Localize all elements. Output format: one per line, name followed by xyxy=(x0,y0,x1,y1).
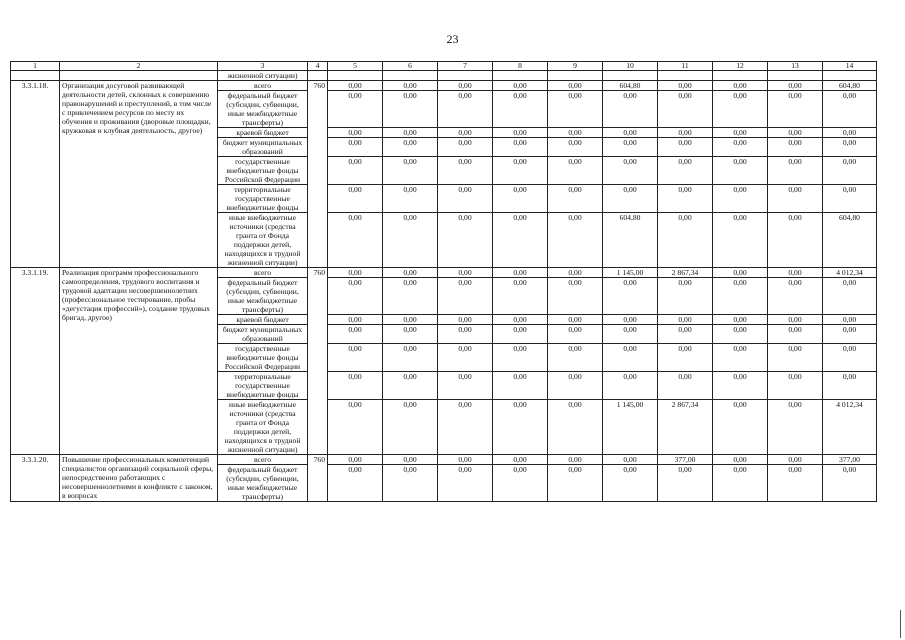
value-cell: 0,00 xyxy=(768,213,823,268)
value-cell: 0,00 xyxy=(493,185,548,213)
value-cell: 0,00 xyxy=(438,315,493,325)
value-cell: 0,00 xyxy=(658,344,713,372)
value-cell: 0,00 xyxy=(713,455,768,465)
value-cell: 0,00 xyxy=(438,325,493,344)
value-cell: 0,00 xyxy=(548,128,603,138)
funding-source: всего xyxy=(218,455,308,465)
value-cell: 0,00 xyxy=(768,278,823,315)
funding-source: бюджет муниципальных образований xyxy=(218,138,308,157)
value-cell: 0,00 xyxy=(383,325,438,344)
header-cell: 6 xyxy=(383,62,438,71)
value-cell: 0,00 xyxy=(548,81,603,91)
value-cell: 0,00 xyxy=(328,268,383,278)
value-cell: 0,00 xyxy=(328,278,383,315)
value-cell: 0,00 xyxy=(603,465,658,502)
value-cell: 0,00 xyxy=(603,91,658,128)
funding-source: государственные внебюджетные фонды Российской Федерации xyxy=(218,157,308,185)
value-cell: 604,80 xyxy=(823,81,877,91)
funding-source: иные внебюджетные источники (средства гранта от Фонда поддержки детей, находящихся в трудной жизненной ситуации) xyxy=(218,400,308,455)
header-cell: 4 xyxy=(308,62,328,71)
continuation-row xyxy=(11,71,877,81)
value-cell: 0,00 xyxy=(823,185,877,213)
table-row xyxy=(11,268,877,278)
header-cell: 14 xyxy=(823,62,877,71)
value-cell: 0,00 xyxy=(328,455,383,465)
value-cell: 0,00 xyxy=(493,128,548,138)
value-cell: 0,00 xyxy=(768,325,823,344)
value-cell: 0,00 xyxy=(438,91,493,128)
empty-cell xyxy=(438,71,493,81)
value-cell: 4 012,34 xyxy=(823,268,877,278)
value-cell: 0,00 xyxy=(438,128,493,138)
measure-name: Повышение профессиональных компетенций специалистов организаций социальной сферы, непосредственно работающих с несовершеннолетними в конфликте с законом, в вопросах xyxy=(60,455,218,502)
value-cell: 0,00 xyxy=(768,138,823,157)
value-cell: 0,00 xyxy=(328,91,383,128)
value-cell: 0,00 xyxy=(658,81,713,91)
value-cell: 0,00 xyxy=(438,268,493,278)
code-cell: 760 xyxy=(308,81,328,268)
value-cell: 0,00 xyxy=(713,128,768,138)
funding-source: краевой бюджет xyxy=(218,315,308,325)
measure-number: 3.3.1.19. xyxy=(11,268,60,455)
value-cell: 604,80 xyxy=(603,213,658,268)
value-cell: 0,00 xyxy=(493,372,548,400)
value-cell: 0,00 xyxy=(493,344,548,372)
funding-source: территориальные государственные внебюджетные фонды xyxy=(218,185,308,213)
value-cell: 0,00 xyxy=(548,91,603,128)
code-cell: 760 xyxy=(308,455,328,502)
value-cell: 0,00 xyxy=(383,268,438,278)
value-cell: 0,00 xyxy=(713,372,768,400)
empty-cell xyxy=(11,71,60,81)
page-number: 23 xyxy=(446,32,459,46)
value-cell: 0,00 xyxy=(768,91,823,128)
value-cell: 0,00 xyxy=(548,157,603,185)
value-cell: 0,00 xyxy=(713,344,768,372)
value-cell: 0,00 xyxy=(438,185,493,213)
value-cell: 0,00 xyxy=(548,372,603,400)
value-cell: 0,00 xyxy=(328,344,383,372)
value-cell: 0,00 xyxy=(383,157,438,185)
value-cell: 0,00 xyxy=(713,268,768,278)
value-cell: 0,00 xyxy=(768,315,823,325)
value-cell: 0,00 xyxy=(493,325,548,344)
value-cell: 0,00 xyxy=(548,315,603,325)
value-cell: 0,00 xyxy=(493,278,548,315)
value-cell: 0,00 xyxy=(438,344,493,372)
value-cell: 0,00 xyxy=(603,344,658,372)
value-cell: 0,00 xyxy=(548,138,603,157)
value-cell: 0,00 xyxy=(768,400,823,455)
value-cell: 0,00 xyxy=(658,213,713,268)
measure-number: 3.3.1.18. xyxy=(11,81,60,268)
value-cell: 0,00 xyxy=(548,213,603,268)
table-row xyxy=(11,81,877,91)
value-cell: 0,00 xyxy=(768,268,823,278)
value-cell: 0,00 xyxy=(383,455,438,465)
value-cell: 0,00 xyxy=(548,185,603,213)
header-cell: 2 xyxy=(60,62,218,71)
value-cell: 0,00 xyxy=(768,465,823,502)
value-cell: 0,00 xyxy=(768,372,823,400)
header-cell: 11 xyxy=(658,62,713,71)
value-cell: 0,00 xyxy=(658,278,713,315)
value-cell: 0,00 xyxy=(328,81,383,91)
value-cell: 0,00 xyxy=(493,81,548,91)
value-cell: 0,00 xyxy=(438,278,493,315)
funding-source: всего xyxy=(218,268,308,278)
funding-source: федеральный бюджет (субсидии, субвенции, иные межбюджетные трансферты) xyxy=(218,278,308,315)
value-cell: 0,00 xyxy=(383,128,438,138)
funding-source: территориальные государственные внебюджетные фонды xyxy=(218,372,308,400)
value-cell: 0,00 xyxy=(768,344,823,372)
value-cell: 0,00 xyxy=(493,138,548,157)
measure-name: Реализация программ профессионального самоопределения, трудового воспитания и трудовой адаптации несовершеннолетних (профессиональное тестирование, пробы «дегустация профессий»), создание трудовых бригад, другое) xyxy=(60,268,218,455)
value-cell: 0,00 xyxy=(713,91,768,128)
value-cell: 0,00 xyxy=(713,81,768,91)
value-cell: 0,00 xyxy=(493,465,548,502)
value-cell: 377,00 xyxy=(658,455,713,465)
value-cell: 0,00 xyxy=(493,213,548,268)
value-cell: 0,00 xyxy=(823,315,877,325)
value-cell: 0,00 xyxy=(383,344,438,372)
value-cell: 1 145,00 xyxy=(603,400,658,455)
value-cell: 0,00 xyxy=(603,325,658,344)
value-cell: 0,00 xyxy=(328,325,383,344)
value-cell: 0,00 xyxy=(383,315,438,325)
funding-source: федеральный бюджет (субсидии, субвенции, иные межбюджетные трансферты) xyxy=(218,91,308,128)
funding-source: федеральный бюджет (субсидии, субвенции, иные межбюджетные трансферты) xyxy=(218,465,308,502)
value-cell: 0,00 xyxy=(383,185,438,213)
value-cell: 0,00 xyxy=(548,465,603,502)
value-cell: 0,00 xyxy=(493,455,548,465)
value-cell: 0,00 xyxy=(603,372,658,400)
header-cell: 5 xyxy=(328,62,383,71)
value-cell: 0,00 xyxy=(823,325,877,344)
value-cell: 0,00 xyxy=(658,465,713,502)
value-cell: 0,00 xyxy=(658,185,713,213)
value-cell: 0,00 xyxy=(493,268,548,278)
value-cell: 0,00 xyxy=(603,185,658,213)
value-cell: 0,00 xyxy=(823,138,877,157)
header-cell: 13 xyxy=(768,62,823,71)
value-cell: 0,00 xyxy=(768,185,823,213)
value-cell: 0,00 xyxy=(768,455,823,465)
value-cell: 0,00 xyxy=(438,372,493,400)
header-row xyxy=(11,62,877,71)
value-cell: 0,00 xyxy=(438,213,493,268)
empty-cell xyxy=(383,71,438,81)
value-cell: 0,00 xyxy=(768,128,823,138)
value-cell: 4 012,34 xyxy=(823,400,877,455)
value-cell: 0,00 xyxy=(383,213,438,268)
empty-cell xyxy=(823,71,877,81)
value-cell: 0,00 xyxy=(823,128,877,138)
value-cell: 0,00 xyxy=(328,400,383,455)
value-cell: 0,00 xyxy=(603,138,658,157)
value-cell: 0,00 xyxy=(658,157,713,185)
value-cell: 0,00 xyxy=(328,213,383,268)
value-cell: 0,00 xyxy=(548,268,603,278)
value-cell: 0,00 xyxy=(548,344,603,372)
value-cell: 0,00 xyxy=(383,91,438,128)
value-cell: 0,00 xyxy=(713,278,768,315)
empty-cell xyxy=(603,71,658,81)
value-cell: 0,00 xyxy=(658,138,713,157)
value-cell: 0,00 xyxy=(383,400,438,455)
empty-cell xyxy=(60,71,218,81)
value-cell: 0,00 xyxy=(328,128,383,138)
value-cell: 0,00 xyxy=(713,157,768,185)
empty-cell xyxy=(768,71,823,81)
value-cell: 0,00 xyxy=(603,278,658,315)
header-cell: 3 xyxy=(218,62,308,71)
table-row xyxy=(11,455,877,465)
value-cell: 604,80 xyxy=(823,213,877,268)
value-cell: 0,00 xyxy=(768,81,823,91)
code-cell: 760 xyxy=(308,268,328,455)
empty-cell xyxy=(328,71,383,81)
value-cell: 0,00 xyxy=(328,315,383,325)
value-cell: 0,00 xyxy=(713,325,768,344)
value-cell: 0,00 xyxy=(713,213,768,268)
value-cell: 604,80 xyxy=(603,81,658,91)
value-cell: 0,00 xyxy=(328,138,383,157)
empty-cell xyxy=(658,71,713,81)
value-cell: 0,00 xyxy=(658,128,713,138)
value-cell: 0,00 xyxy=(438,138,493,157)
empty-cell xyxy=(493,71,548,81)
funding-source: бюджет муниципальных образований xyxy=(218,325,308,344)
value-cell: 0,00 xyxy=(603,157,658,185)
value-cell: 0,00 xyxy=(438,157,493,185)
value-cell: 0,00 xyxy=(383,81,438,91)
value-cell: 0,00 xyxy=(658,91,713,128)
header-cell: 9 xyxy=(548,62,603,71)
value-cell: 0,00 xyxy=(823,278,877,315)
header-cell: 1 xyxy=(11,62,60,71)
funding-source: всего xyxy=(218,81,308,91)
empty-cell xyxy=(548,71,603,81)
value-cell: 0,00 xyxy=(328,185,383,213)
funding-source: краевой бюджет xyxy=(218,128,308,138)
value-cell: 0,00 xyxy=(383,278,438,315)
value-cell: 0,00 xyxy=(713,185,768,213)
budget-table xyxy=(10,61,877,502)
value-cell: 0,00 xyxy=(438,455,493,465)
value-cell: 0,00 xyxy=(768,157,823,185)
value-cell: 0,00 xyxy=(383,138,438,157)
value-cell: 0,00 xyxy=(438,465,493,502)
value-cell: 377,00 xyxy=(823,455,877,465)
funding-source: государственные внебюджетные фонды Российской Федерации xyxy=(218,344,308,372)
value-cell: 0,00 xyxy=(438,400,493,455)
value-cell: 0,00 xyxy=(823,465,877,502)
value-cell: 0,00 xyxy=(713,400,768,455)
header-cell: 7 xyxy=(438,62,493,71)
value-cell: 0,00 xyxy=(438,81,493,91)
value-cell: 0,00 xyxy=(493,400,548,455)
value-cell: 0,00 xyxy=(823,157,877,185)
header-cell: 8 xyxy=(493,62,548,71)
value-cell: 0,00 xyxy=(548,455,603,465)
value-cell: 2 867,34 xyxy=(658,400,713,455)
value-cell: 0,00 xyxy=(658,372,713,400)
scan-edge-mark xyxy=(900,610,901,638)
header-cell: 12 xyxy=(713,62,768,71)
value-cell: 0,00 xyxy=(713,138,768,157)
value-cell: 2 867,34 xyxy=(658,268,713,278)
value-cell: 0,00 xyxy=(548,325,603,344)
value-cell: 0,00 xyxy=(493,315,548,325)
value-cell: 0,00 xyxy=(823,344,877,372)
empty-cell xyxy=(713,71,768,81)
value-cell: 0,00 xyxy=(823,91,877,128)
value-cell: 0,00 xyxy=(493,157,548,185)
value-cell: 0,00 xyxy=(713,465,768,502)
value-cell: 0,00 xyxy=(328,372,383,400)
measure-name: Организация досуговой развивающей деятельности детей, склонных к совершению правонарушений и преступлений, в том числе с привлечением ресурсов по месту их обучения и проживания (дворовые площадки, кружковая и клубная деятельность, другое) xyxy=(60,81,218,268)
value-cell: 0,00 xyxy=(383,465,438,502)
measure-number: 3.3.1.20. xyxy=(11,455,60,502)
funding-source: иные внебюджетные источники (средства гранта от Фонда поддержки детей, находящихся в трудной жизненной ситуации) xyxy=(218,213,308,268)
value-cell: 1 145,00 xyxy=(603,268,658,278)
value-cell: 0,00 xyxy=(328,465,383,502)
value-cell: 0,00 xyxy=(548,400,603,455)
value-cell: 0,00 xyxy=(603,315,658,325)
value-cell: 0,00 xyxy=(658,325,713,344)
value-cell: 0,00 xyxy=(658,315,713,325)
header-cell: 10 xyxy=(603,62,658,71)
value-cell: 0,00 xyxy=(713,315,768,325)
empty-cell xyxy=(308,71,328,81)
value-cell: 0,00 xyxy=(493,91,548,128)
value-cell: 0,00 xyxy=(548,278,603,315)
source-cell: жизненной ситуации) xyxy=(218,71,308,81)
table-body xyxy=(11,62,877,502)
value-cell: 0,00 xyxy=(328,157,383,185)
value-cell: 0,00 xyxy=(603,455,658,465)
value-cell: 0,00 xyxy=(823,372,877,400)
value-cell: 0,00 xyxy=(383,372,438,400)
value-cell: 0,00 xyxy=(603,128,658,138)
